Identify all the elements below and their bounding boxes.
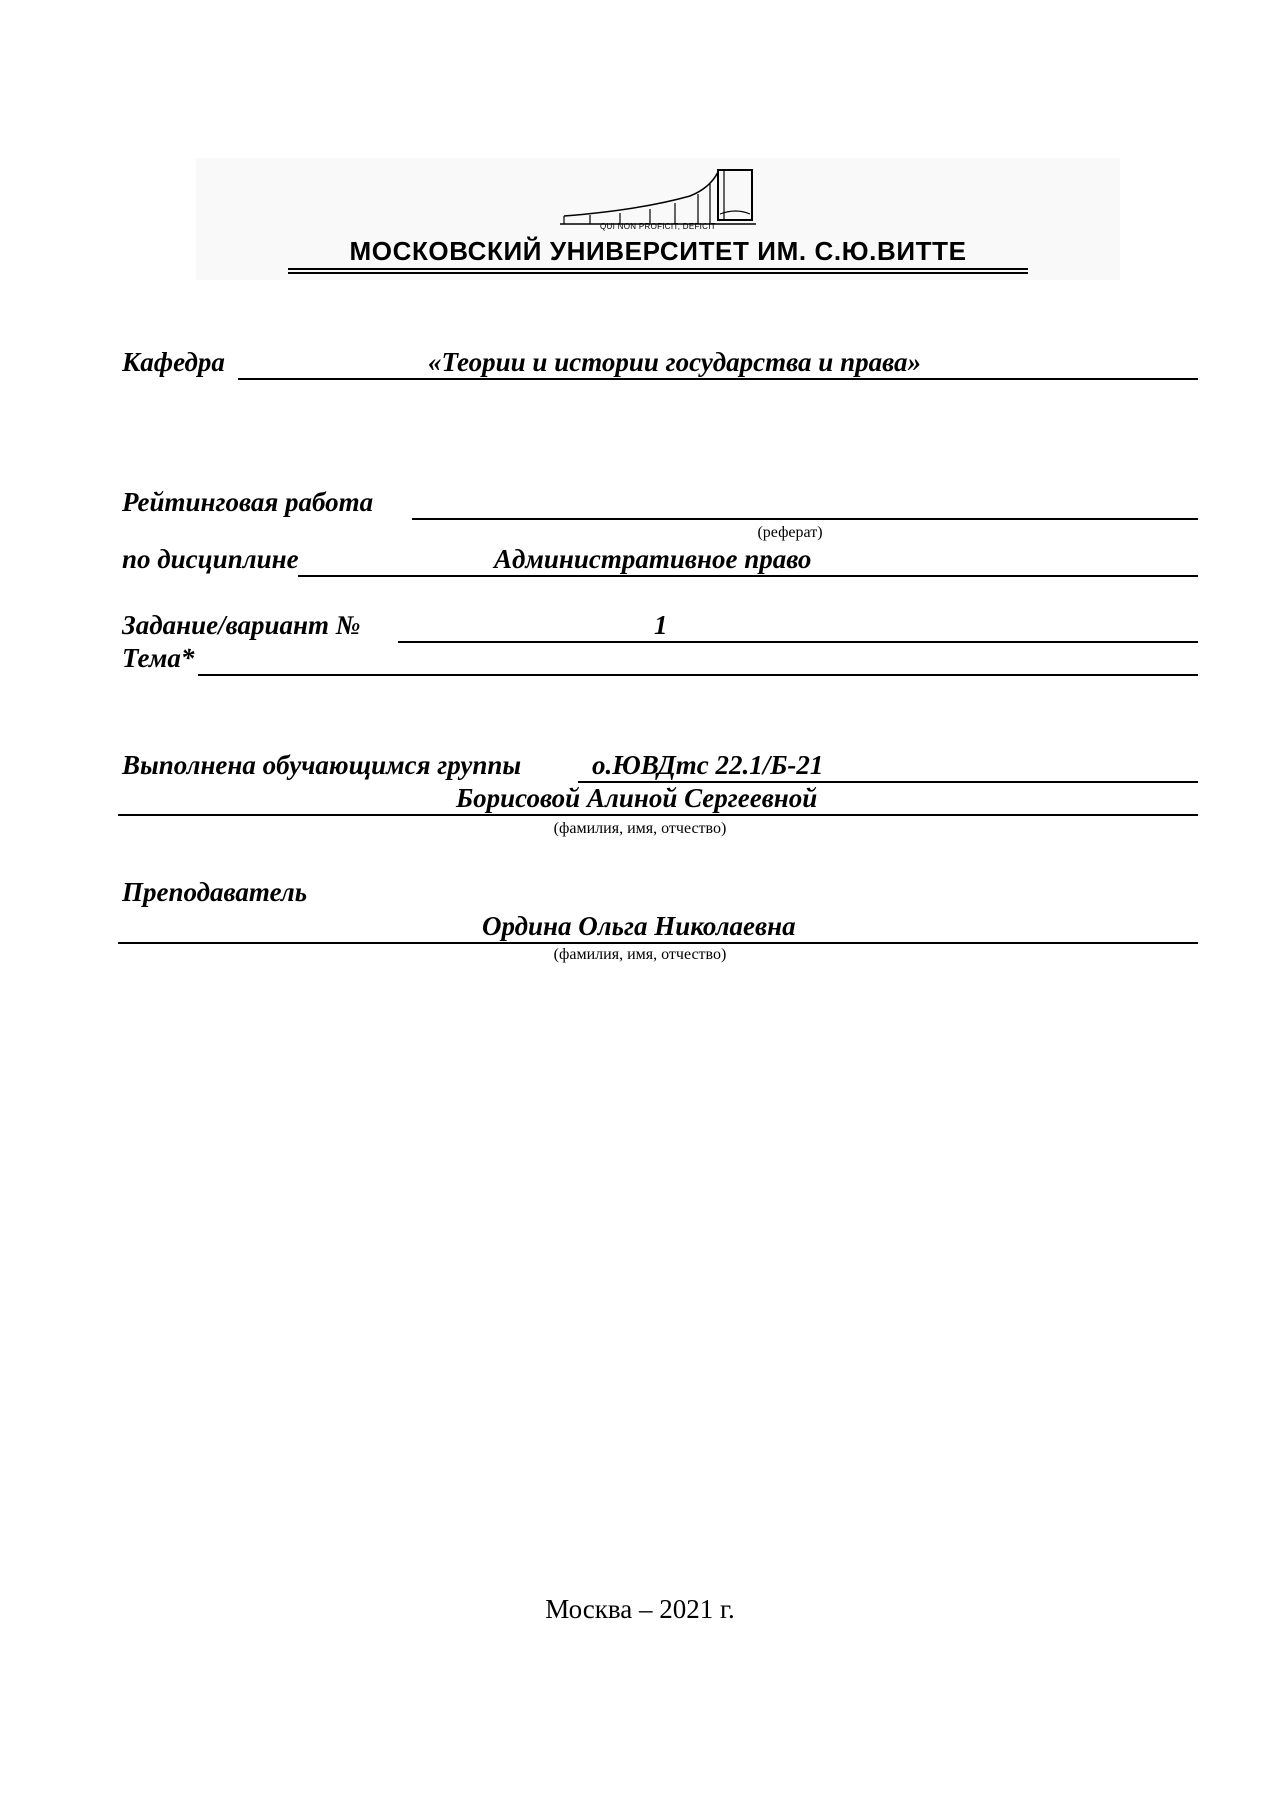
student-name-caption: (фамилия, имя, отчество) xyxy=(553,820,727,837)
logo-motto: QUI NON PROFICIT, DEFICIT xyxy=(600,222,716,231)
work-label: Рейтинговая работа xyxy=(122,487,374,517)
topic-label: Тема* xyxy=(122,643,195,673)
teacher-row xyxy=(122,876,1198,910)
variant-label: Задание/вариант № xyxy=(122,610,361,640)
work-row xyxy=(122,486,1198,520)
logo-rule-top xyxy=(288,268,1028,270)
teacher-name: Ордина Ольга Николаевна xyxy=(482,911,796,941)
topic-row xyxy=(122,642,1198,676)
teacher-name-caption: (фамилия, имя, отчество) xyxy=(553,946,727,963)
topic-line xyxy=(198,644,1198,676)
student-group-value: о.ЮВДтс 22.1/Б-21 xyxy=(592,750,824,780)
student-name-row xyxy=(118,782,1198,816)
teacher-label: Преподаватель xyxy=(122,877,308,907)
discipline-row xyxy=(122,543,1198,577)
variant-line xyxy=(398,611,1198,643)
department-value: «Теории и истории государства и права» xyxy=(428,347,921,377)
student-name: Борисовой Алиной Сергеевной xyxy=(456,783,818,813)
work-caption: (реферат) xyxy=(757,524,823,541)
variant-row xyxy=(122,609,1198,643)
university-name: МОСКОВСКИЙ УНИВЕРСИТЕТ ИМ. С.Ю.ВИТТЕ xyxy=(349,236,967,266)
teacher-name-row xyxy=(118,910,1198,944)
work-line xyxy=(412,488,1198,520)
department-label: Кафедра xyxy=(122,347,225,377)
department-row xyxy=(122,346,1198,380)
variant-value: 1 xyxy=(654,610,668,640)
discipline-label: по дисциплине xyxy=(122,544,299,574)
discipline-value: Административное право xyxy=(494,544,812,574)
city-year: Москва – 2021 г. xyxy=(545,1594,735,1624)
student-group-row xyxy=(122,749,1198,783)
university-logo-icon xyxy=(560,164,756,230)
logo-rule-bottom xyxy=(288,272,1028,274)
student-group-label: Выполнена обучающимся группы xyxy=(122,750,522,780)
